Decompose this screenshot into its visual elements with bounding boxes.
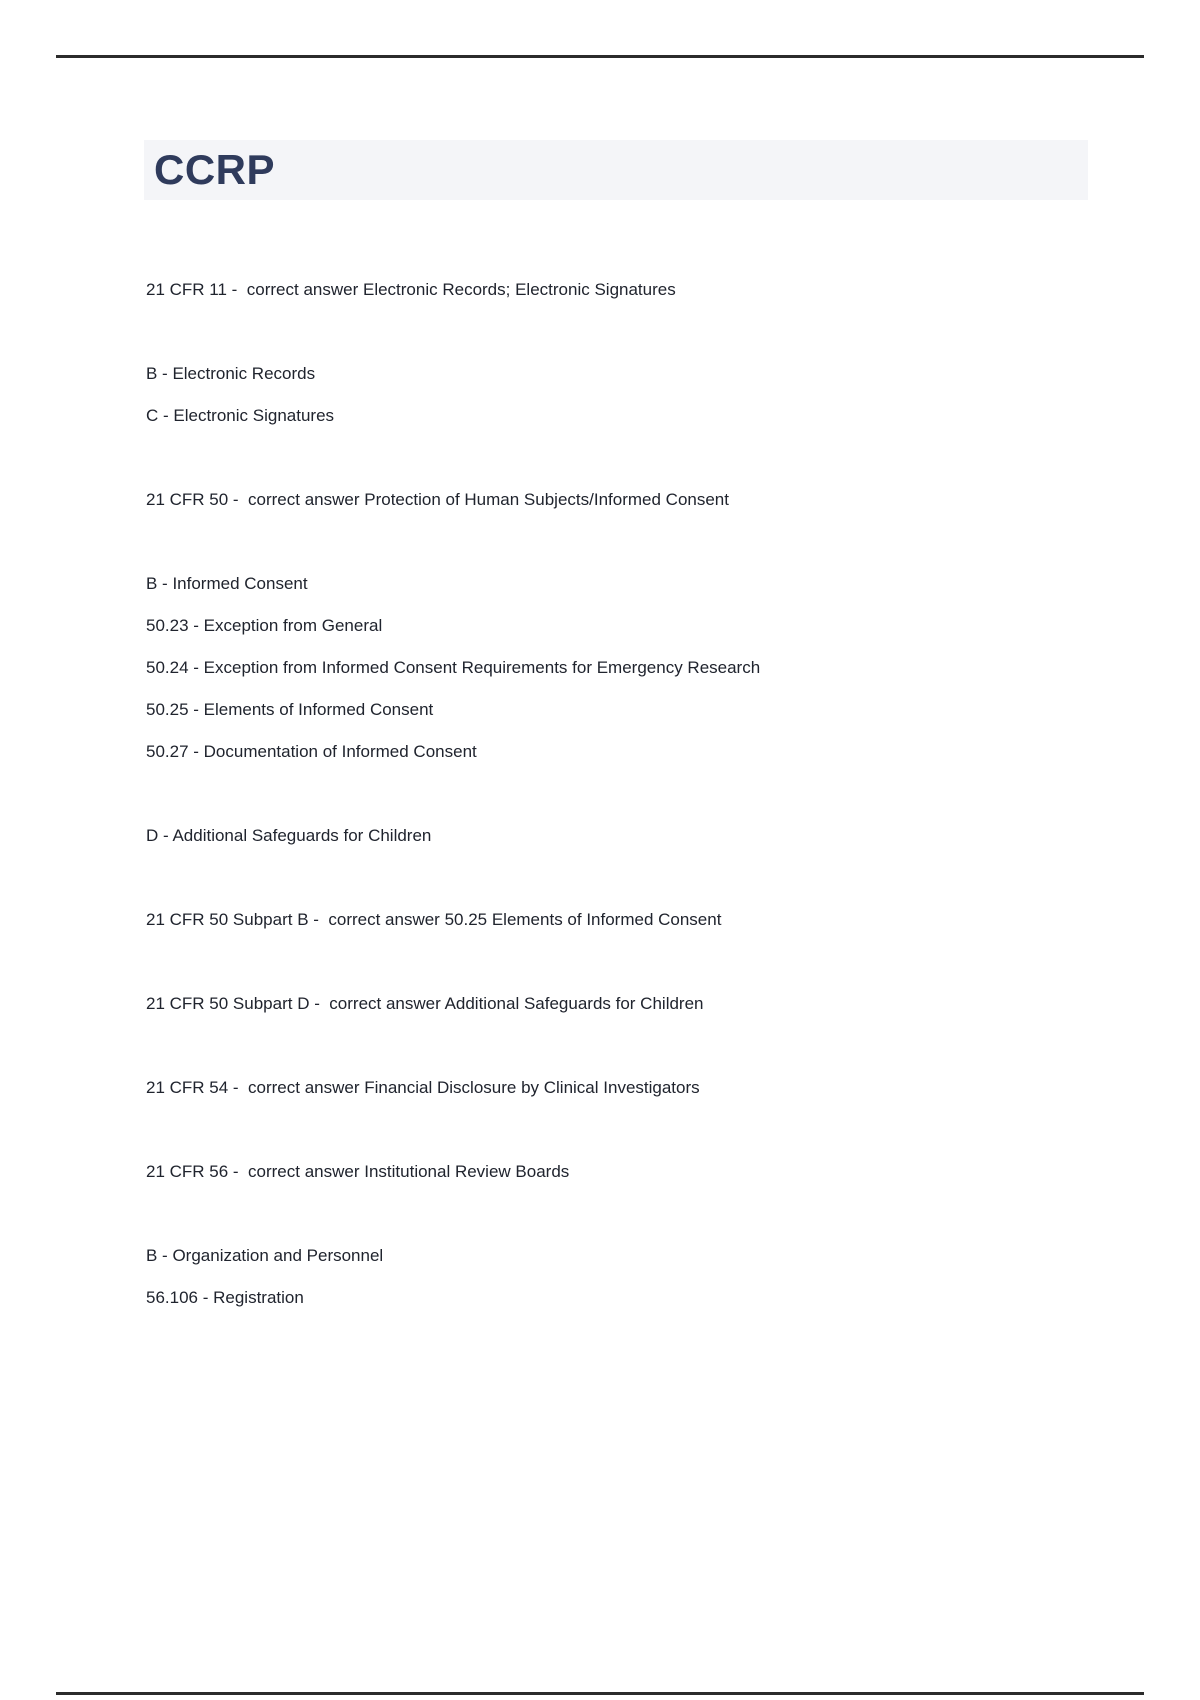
question-line: 21 CFR 54 - correct answer Financial Disclosure by Clinical Investigators [146,1078,700,1097]
question-line: 21 CFR 50 Subpart D - correct answer Additional Safeguards for Children [146,994,704,1013]
answer-line: C - Electronic Signatures [146,406,335,425]
answer-line: 50.27 - Documentation of Informed Consent [146,742,477,761]
study-notes-content [146,269,1140,1319]
title-bar [144,140,1088,200]
question-line: 21 CFR 56 - correct answer Institutional Review Boards [146,1162,570,1181]
answer-line: B - Informed Consent [146,574,308,593]
question-line: 21 CFR 11 - correct answer Electronic Records; Electronic Signatures [146,280,676,299]
answer-line: 50.25 - Elements of Informed Consent [146,700,434,719]
answer-line: B - Electronic Records [146,364,316,383]
answer-line: B - Organization and Personnel [146,1246,384,1265]
question-line: 21 CFR 50 - correct answer Protection of Human Subjects/Informed Consent [146,490,729,509]
page-title: CCRP [154,146,276,193]
answer-line: 50.24 - Exception from Informed Consent Requirements for Emergency Research [146,658,761,677]
answer-line: 50.23 - Exception from General [146,616,383,635]
top-rule [56,55,1144,58]
answer-line: D - Additional Safeguards for Children [146,826,432,845]
bottom-rule [56,1692,1144,1695]
question-line: 21 CFR 50 Subpart B - correct answer 50.25 Elements of Informed Consent [146,910,722,929]
answer-line: 56.106 - Registration [146,1288,304,1307]
